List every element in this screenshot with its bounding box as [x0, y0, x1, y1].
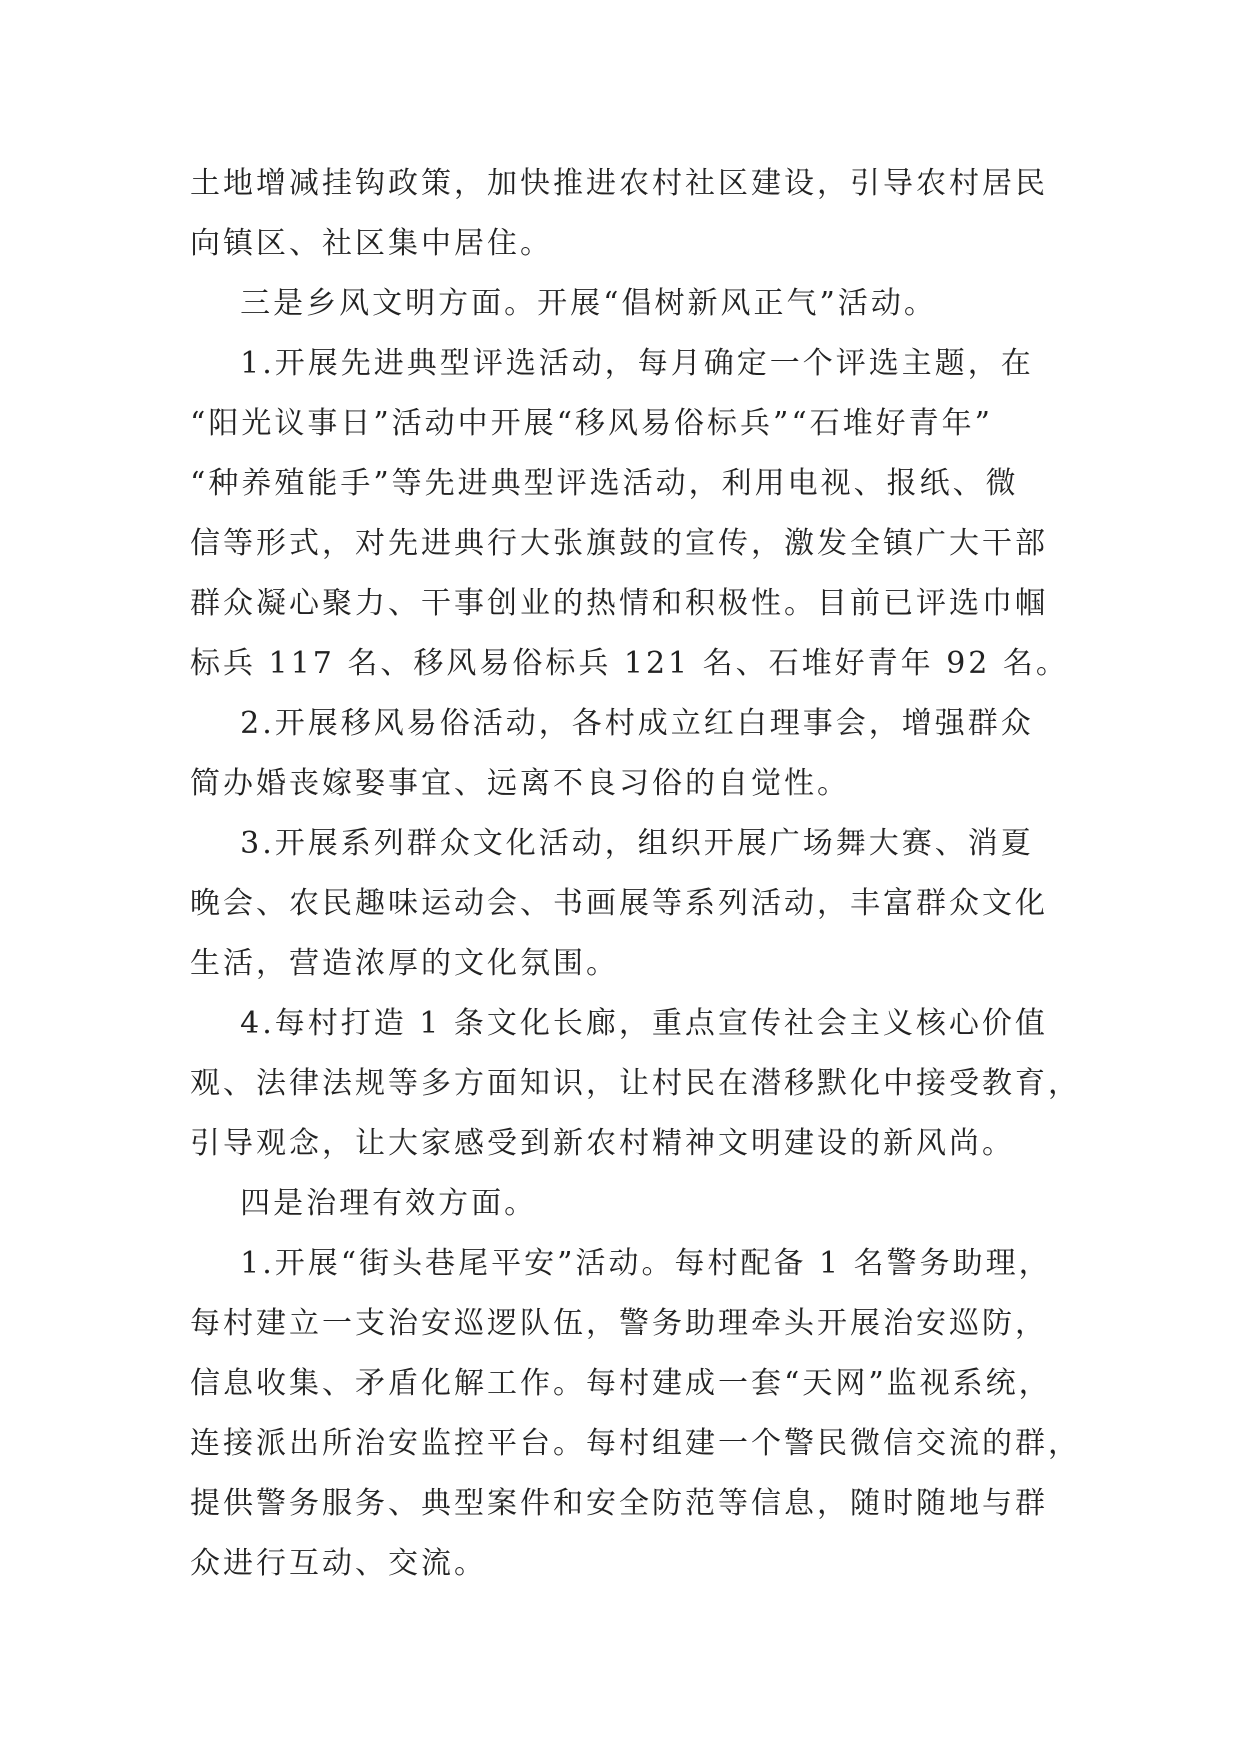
text-line: 引导观念，让大家感受到新农村精神文明建设的新风尚。 [190, 1126, 1015, 1161]
text-line: 提供警务服务、典型案件和安全防范等信息，随时随地与群 [190, 1486, 1048, 1521]
text-line: 1.开展“街头巷尾平安”活动。每村配备 1 名警务助理， [190, 1246, 1052, 1281]
text-line: 连接派出所治安监控平台。每村组建一个警民微信交流的群， [190, 1426, 1081, 1461]
text-line: 三是乡风文明方面。开展“倡树新风正气”活动。 [190, 286, 937, 321]
text-line: 信息收集、矛盾化解工作。每村建成一套“天网”监视系统， [190, 1366, 1052, 1401]
text-line: 3.开展系列群众文化活动，组织开展广场舞大赛、消夏 [190, 826, 1034, 861]
text-line: 1.开展先进典型评选活动，每月确定一个评选主题，在 [190, 346, 1034, 381]
text-line: 2.开展移风易俗活动，各村成立红白理事会，增强群众 [190, 706, 1034, 741]
text-line: 四是治理有效方面。 [190, 1186, 538, 1221]
body-text [190, 154, 1090, 1594]
text-line: 晚会、农民趣味运动会、书画展等系列活动，丰富群众文化 [190, 886, 1048, 921]
text-line: “种养殖能手”等先进典型评选活动，利用电视、报纸、微 [190, 466, 1019, 501]
text-line: 生活，营造浓厚的文化氛围。 [190, 946, 619, 981]
text-line: 众进行互动、交流。 [190, 1546, 487, 1581]
text-line: 观、法律法规等多方面知识，让村民在潜移默化中接受教育， [190, 1066, 1081, 1101]
text-line: 土地增减挂钩政策，加快推进农村社区建设，引导农村居民 [190, 166, 1048, 201]
text-line: 标兵 117 名、移风易俗标兵 121 名、石堆好青年 92 名。 [190, 646, 1069, 681]
text-line: 向镇区、社区集中居住。 [190, 226, 553, 261]
text-line: “阳光议事日”活动中开展“移风易俗标兵”“石堆好青年” [190, 406, 994, 441]
text-line: 信等形式，对先进典行大张旗鼓的宣传，激发全镇广大干部 [190, 526, 1048, 561]
text-line: 4.每村打造 1 条文化长廊，重点宣传社会主义核心价值 [190, 1006, 1048, 1041]
text-line: 简办婚丧嫁娶事宜、远离不良习俗的自觉性。 [190, 766, 850, 801]
text-line: 每村建立一支治安巡逻队伍，警务助理牵头开展治安巡防， [190, 1306, 1048, 1341]
text-line: 群众凝心聚力、干事创业的热情和积极性。目前已评选巾帼 [190, 586, 1048, 621]
